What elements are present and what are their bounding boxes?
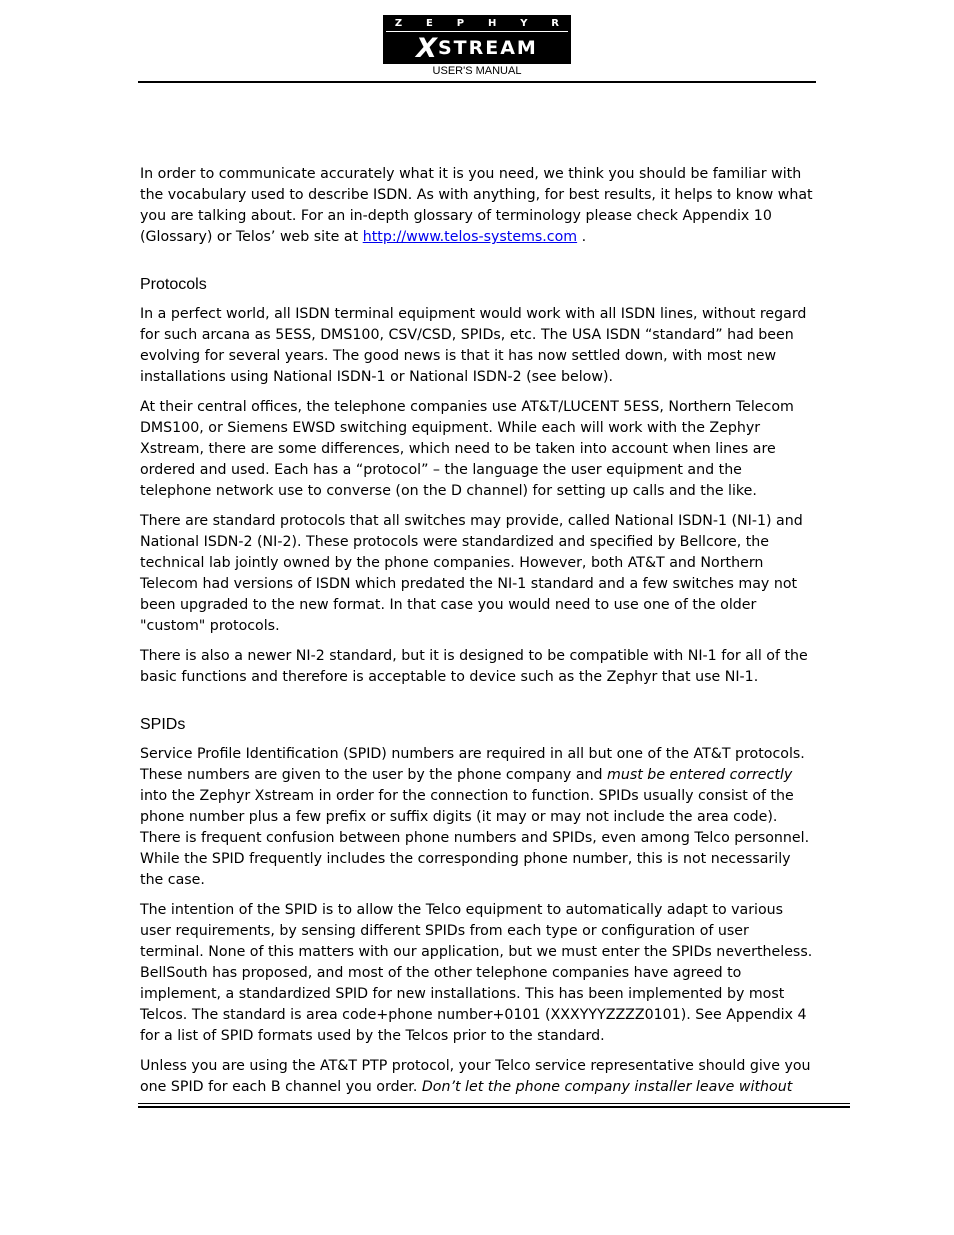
logo-letter: H <box>487 17 497 29</box>
protocols-heading: Protocols <box>140 276 207 293</box>
logo-x: X <box>416 32 437 64</box>
logo-xstream-wordmark <box>383 33 571 63</box>
logo-letter: P <box>456 17 465 29</box>
intro-paragraph <box>140 164 816 248</box>
header-divider <box>138 81 816 83</box>
logo-letter: R <box>551 17 559 29</box>
protocols-paragraph-2: At their central offices, the telephone companies use AT&T/LUCENT 5ESS, Northern Telecom DMS100, or Siemens EWSD switching equipment. While each will work with the Zephyr Xstream, there are some differences, which need to be taken into account when lines are ordered and used. Each has a “protocol” – the language the user equipment and the telephone network use to converse (on the D channel) for setting up calls and the like. <box>140 399 794 499</box>
protocols-paragraph-1: In a perfect world, all ISDN terminal equipment would work with all ISDN lines, without regard for such arcana as 5ESS, DMS100, CSV/CSD, SPIDs, etc. The USA ISDN “standard” had been evolving for several years. The good news is that it has now settled down, with most new installations using National ISDN-1 or National ISDN-2 (see below). <box>140 306 807 385</box>
spids-p1-text-end: into the Zephyr Xstream in order for the connection to function. SPIDs usually consist of the phone number plus a few prefix or suffix digits (it may or may not include the area code). There is frequent confusion between phone numbers and SPIDs, even among Telco personnel. While the SPID frequently includes the corresponding phone number, this is not necessarily the case. <box>140 788 810 888</box>
spids-paragraph-3 <box>140 1056 816 1098</box>
spids-paragraph-1 <box>140 744 816 891</box>
footer-divider-thin <box>138 1103 850 1104</box>
logo-stream: STREAM <box>437 37 538 59</box>
manual-label: USER'S MANUAL <box>432 65 522 77</box>
zephyr-xstream-logo <box>383 15 571 64</box>
spids-p1-text: Service Profile Identification (SPID) numbers are required in all but one of the AT&T protocols. These numbers are given to the user by the phone company and <box>140 746 805 783</box>
logo-letter: Y <box>520 17 528 29</box>
spids-heading: SPIDs <box>140 716 186 733</box>
protocols-paragraph-4: There is also a newer NI-2 standard, but it is designed to be compatible with NI-1 for all of the basic functions and therefore is acceptable to device such as the Zephyr that use NI-1. <box>140 648 808 685</box>
page-body <box>140 164 816 1107</box>
spids-p3-emphasis: Don’t let the phone company installer leave without <box>421 1079 793 1095</box>
protocols-paragraph-3: There are standard protocols that all switches may provide, called National ISDN-1 (NI-1) and National ISDN-2 (NI-2). These protocols were standardized and specified by Bellcore, the technical lab jointly owned by the phone companies. However, both AT&T and Northern Telecom had versions of ISDN which predated the NI-1 standard and a few switches may not been upgraded to the new format. In that case you would need to use one of the older "custom" protocols. <box>140 513 803 634</box>
footer-divider-thick <box>138 1106 850 1108</box>
spids-p3-text: Unless you are using the AT&T PTP protocol, your Telco service representative should give you one SPID for each B channel you order. <box>140 1058 811 1095</box>
logo-letter: Z <box>394 17 403 29</box>
logo-zephyr-letters <box>383 16 571 30</box>
telos-website-link[interactable]: http://www.telos-systems.com <box>362 229 578 245</box>
page-header <box>0 0 954 90</box>
spids-p1-emphasis: must be entered correctly <box>607 767 793 783</box>
logo-letter: E <box>426 17 433 29</box>
logo-divider <box>386 31 568 32</box>
intro-text-end: . <box>577 229 587 245</box>
spids-paragraph-2: The intention of the SPID is to allow the Telco equipment to automatically adapt to various user requirements, by sensing different SPIDs from each type or configuration of user terminal. None of this matters with our application, but we must enter the SPIDs nevertheless. BellSouth has proposed, and most of the other telephone companies have agreed to implement, a standardized SPID for new installations. This has been implemented by most Telcos. The standard is area code+phone number+0101 (XXXYYYZZZZ0101). See Appendix 4 for a list of SPID formats used by the Telcos prior to the standard. <box>140 902 813 1044</box>
intro-text: In order to communicate accurately what it is you need, we think you should be familiar with the vocabulary used to describe ISDN. As with anything, for best results, it helps to know what you are talking about. For an in-depth glossary of terminology please check Appendix 10 (Glossary) or Telos’ web site at <box>140 166 813 245</box>
